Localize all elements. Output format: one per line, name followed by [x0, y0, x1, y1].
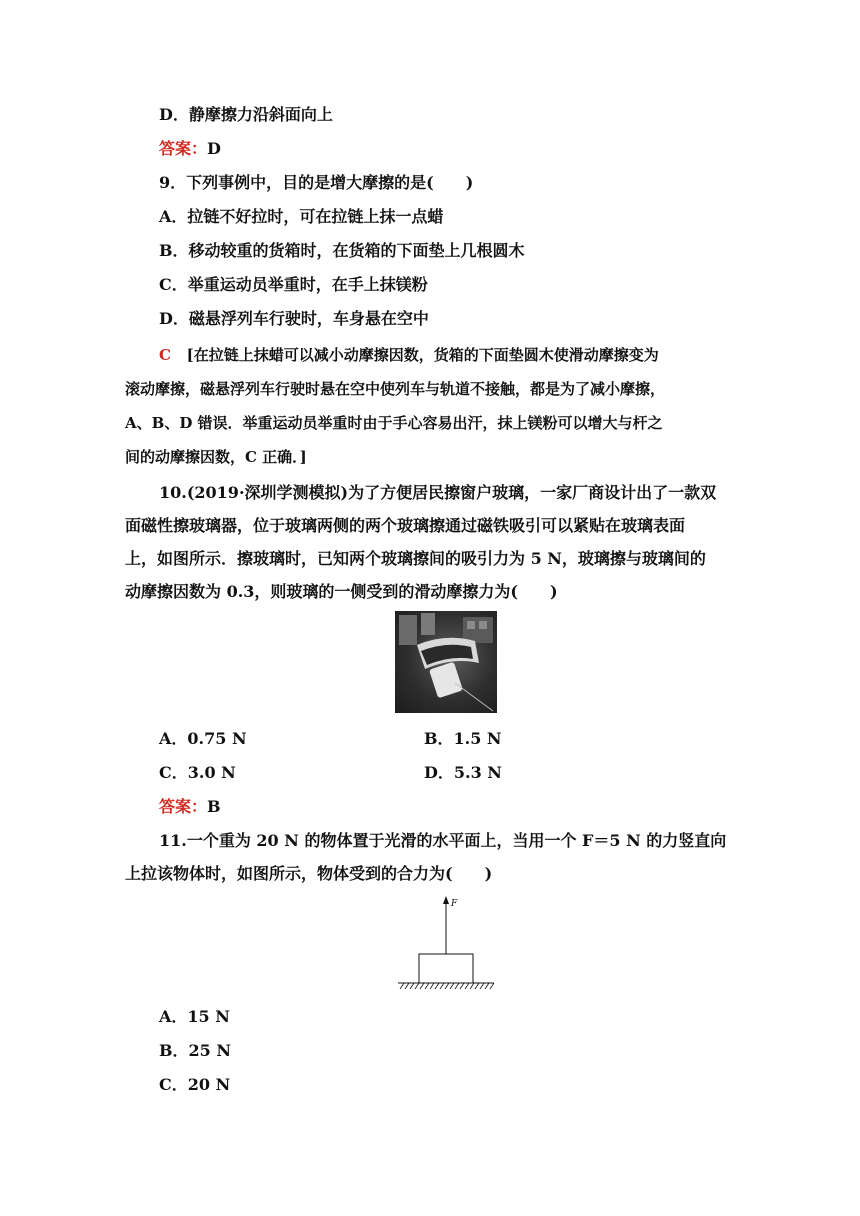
q10-stem — [125, 476, 742, 608]
q10-option-d: D．5.3 N — [424, 763, 502, 782]
q11-stem — [125, 824, 742, 890]
force-label: F — [451, 899, 458, 909]
q9-option-c: C．举重运动员举重时，在手上抹镁粉 — [159, 275, 428, 294]
q9-option-b: B．移动较重的货箱时，在货箱的下面垫上几根圆木 — [159, 241, 525, 260]
q11-stem-line-2: 上拉该物体时，如图所示，物体受到的合力为( ) — [125, 864, 493, 883]
q10-option-c: C．3.0 N — [159, 763, 236, 782]
answer-value: B — [207, 797, 221, 816]
q11-stem-line-1: 11.一个重为 20 N 的物体置于光滑的水平面上，当用一个 F＝5 N 的力竖直向 — [159, 831, 727, 850]
q9-answer-letter: C — [159, 346, 171, 364]
q10-option-a: A．0.75 N — [159, 729, 247, 748]
q11-option-c: C．20 N — [159, 1075, 231, 1094]
q10-answer — [159, 796, 221, 818]
q10-stem-line-2: 面磁性擦玻璃器，位于玻璃两侧的两个玻璃擦通过磁铁吸引可以紧贴在玻璃表面 — [125, 516, 686, 535]
q11-option-a: A．15 N — [159, 1007, 230, 1026]
q11-option-b: B．25 N — [159, 1041, 231, 1060]
q9-explanation-line-4: 间的动摩擦因数，C 正确．] — [125, 448, 307, 466]
force-diagram — [392, 894, 498, 992]
q9-stem: 9．下列事例中，目的是增大摩擦的是( ) — [159, 173, 474, 192]
q9-explanation-line-3: A、B、D 错误．举重运动员举重时由于手心容易出汗，抹上镁粉可以增大与杆之 — [125, 414, 663, 432]
q10-option-b: B．1.5 N — [424, 729, 502, 748]
q9-option-d: D．磁悬浮列车行驶时，车身悬在空中 — [159, 309, 429, 328]
answer-value: D — [207, 139, 221, 158]
q9-option-a: A．拉链不好拉时，可在拉链上抹一点蜡 — [159, 207, 444, 226]
answer-label: 答案： — [159, 139, 208, 158]
q10-stem-line-1: 10.(2019·深圳学测模拟)为了方便居民擦窗户玻璃，一家厂商设计出了一款双 — [159, 483, 717, 502]
q10-stem-line-4: 动摩擦因数为 0.3，则玻璃的一侧受到的滑动摩擦力为( ) — [125, 582, 558, 601]
q10-stem-line-3: 上，如图所示．擦玻璃时，已知两个玻璃擦间的吸引力为 5 N，玻璃擦与玻璃间的 — [125, 549, 706, 568]
q9-explanation-line-1: [在拉链上抹蜡可以减小动摩擦因数，货箱的下面垫圆木使滑动摩擦变为 — [186, 346, 659, 364]
answer-label: 答案： — [159, 797, 208, 816]
q8-answer — [159, 138, 221, 160]
q8-option-d: D．静摩擦力沿斜面向上 — [159, 105, 333, 124]
q9-explanation — [125, 338, 742, 474]
q9-explanation-line-2: 滚动摩擦，磁悬浮列车行驶时悬在空中使列车与轨道不接触，都是为了减小摩擦， — [125, 380, 666, 398]
window-cleaner-photo — [395, 611, 497, 713]
